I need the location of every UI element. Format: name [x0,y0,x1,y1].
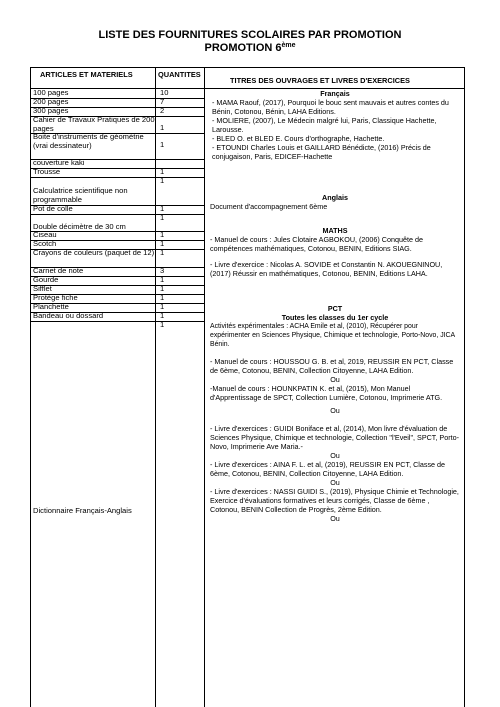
article-quantity: 1 [160,167,165,176]
article-label: 200 pages [33,97,69,106]
article-label: 300 pages [33,106,69,115]
anglais-document: Document d'accompagnement 6ème [210,202,328,211]
pct-exercice-2: - Livre d'exercices : AINA F. L. et al, (2019), REUSSIR EN PCT, Classe de 6ème, Cotonou, BENIN, Collection Citoyenne, LAHA Edition. [210,460,446,478]
article-quantity: 1 [160,213,165,222]
francais-section [210,89,460,161]
pct-exercice-3: - Livre d'exercices : NASSI GUIDI S., (2019), Physique Chimie et Technologie, Exercice d'évaluations formatives et leurs corrigés, Classe de 6ème , Cotonou, BENIN Collection de Progrès, 2ème Edition. [210,487,459,514]
promotion-label: PROMOTION 6 [204,42,282,54]
maths-section [210,226,460,278]
article-quantity: 1 [160,176,165,185]
pct-ou-2: Ou [330,406,340,415]
article-label: Sifflet [33,284,52,293]
article-quantity: 1 [160,140,165,149]
article-row [33,312,155,321]
pct-manuel-1: - Manuel de cours : HOUSSOU G. B. et al, 2019, REUSSIR EN PCT, Classe de 6ème, Cotonou, BENIN, Collection Citoyenne, LAHA Edition. [210,357,454,375]
pct-ou-3: Ou [330,451,340,460]
article-label: Protège fiche [33,293,78,302]
article-label: Dictionnaire Français-Anglais [33,506,132,515]
article-label: Double décimètre de 30 cm [33,222,126,231]
article-label: Trousse [33,167,61,176]
article-row [33,168,155,177]
article-row [33,133,155,150]
article-label: 100 pages [33,88,69,97]
pct-section [210,304,460,523]
table-col-divider-1 [155,67,156,707]
article-row-divider [30,214,205,215]
article-label: Crayons de couleurs (paquet de 12) [33,248,155,257]
article-label: Gourde [33,275,59,284]
anglais-title: Anglais [322,193,348,202]
page-title: LISTE DES FOURNITURES SCOLAIRES PAR PROMOTION [98,29,402,41]
table-border-right [464,67,465,707]
article-quantity: 10 [160,88,169,97]
table-border-top [30,67,465,68]
article-row-divider [30,321,205,322]
article-quantity: 1 [160,302,165,311]
table-border-left [30,67,31,707]
header-articles: ARTICLES ET MATERIELS [40,70,133,79]
pct-ou-5: Ou [330,514,340,523]
pct-activites: Activités expérimentales : ACHA Emile et al, (2010), Récupérer pour expérimenter en Sciences Physique, Chimique et technologie, Porto-Novo, JICA Bénin. [210,323,455,348]
article-label: Planchette [33,302,69,311]
article-label: Pot de colle [33,204,73,213]
article-quantity: 1 [160,320,165,329]
article-label: couverture kaki [33,158,85,167]
article-label: Boite d'instruments de géométrie (vrai dessinateur) [33,132,144,150]
francais-book-1: - MAMA Raouf, (2017), Pourquoi le bouc sent mauvais et autres contes du Bénin, Cotonou, Bénin, LAHA Editions. [212,98,449,116]
francais-book-3: - BLED O. et BLED E. Cours d'orthographe, Hachette. [212,134,385,143]
pct-title: PCT [327,304,343,313]
article-label: Bandeau ou dossard [33,311,104,320]
francais-book-4: - ETOUNDI Charles Louis et GAILLARD Bénédicte, (2016) Précis de conjugaison, Paris, EDICEF-Hachette [212,143,431,161]
article-quantity: 1 [160,311,165,320]
article-label: Carnet de note [33,266,84,275]
pct-manuel-2: -Manuel de cours : HOUNKPATIN K. et al, (2015), Mon Manuel d'Apprentissage de SPCT, Collection Lumière, Cotonou, Imprimerie ATG. [210,384,443,402]
page-subtitle [0,41,500,55]
article-label: Ciseau [33,230,57,239]
article-quantity: 3 [160,266,165,275]
article-quantity: 1 [160,123,165,132]
article-row [33,249,155,258]
article-row [33,116,155,133]
article-quantity: 1 [160,204,165,213]
article-row [33,507,155,516]
francais-book-2: - MOLIERE, (2007), Le Médecin malgré lui, Paris, Classique Hachette, Larousse. [212,116,437,134]
article-label: Scotch [33,239,57,248]
article-label: Cahier de Travaux Pratiques de 200 pages [33,115,155,133]
article-quantity: 1 [160,239,165,248]
article-row [33,187,155,204]
article-quantity: 1 [160,284,165,293]
maths-exercice: - Livre d'exercice : Nicolas A. SOVIDE et Constantin N. AKOUEGNINOU, (2017) Réussir en mathématiques, Cotonou, BENIN, Editions LAHA. [210,260,443,278]
anglais-section [210,193,460,211]
article-quantity: 2 [160,106,165,115]
pct-exercice-1: - Livre d'exercices : GUIDI Boniface et al, (2014), Mon livre d'évaluation de Sciences Physique, Chimique et technologie, Collection "l'Eveil", SPCT, Porto-Novo, Imprimerie Ave Maria.- [210,424,459,451]
promotion-suffix: ème [281,42,296,49]
article-label: Calculatrice scientifique non programmable [33,186,128,204]
pct-ou-4: Ou [330,478,340,487]
article-quantity: 1 [160,293,165,302]
header-titres: TITRES DES OUVRAGES ET LIVRES D'EXERCICES [230,76,410,85]
article-row [33,205,155,214]
francais-title: Français [320,89,350,98]
article-row-divider [30,177,205,178]
article-quantity: 7 [160,97,165,106]
table-col-divider-2 [204,67,205,707]
pct-ou-1: Ou [330,375,340,384]
pct-subtitle: Toutes les classes du 1er cycle [281,313,389,322]
article-quantity: 1 [160,230,165,239]
header-quantites: QUANTITES [158,70,201,79]
article-quantity: 1 [160,248,165,257]
maths-title: MATHS [322,226,348,235]
maths-manuel: - Manuel de cours : Jules Clotaire AGBOKOU, (2006) Conquête de compétences mathématiques, Cotonou, BENIN, Editions SIAG. [210,235,423,253]
article-quantity: 1 [160,275,165,284]
